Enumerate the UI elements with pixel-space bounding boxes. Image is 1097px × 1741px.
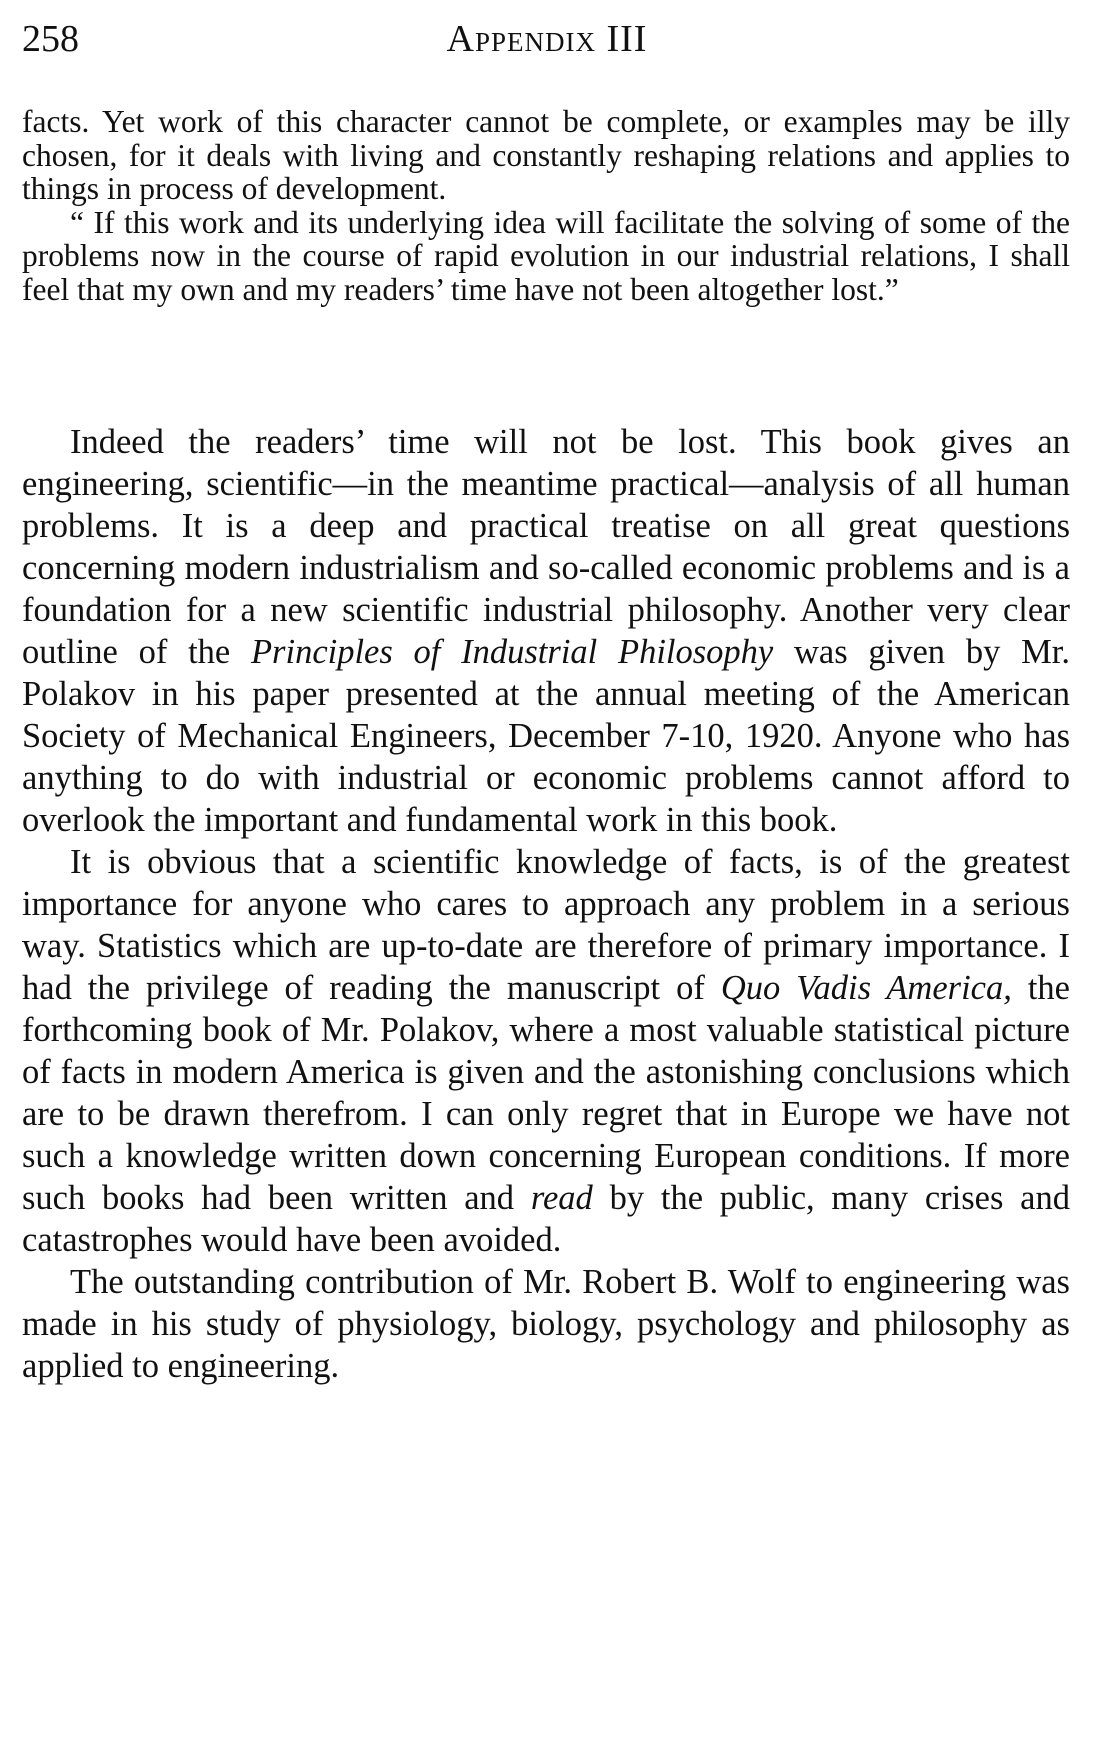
main-text [22,421,1070,1387]
quote-paragraph-1: facts. Yet work of this character cannot be complete, or examples may be illy chosen, for it deals with living and constantly reshaping relations and applies to things in process of development. [22,104,1070,206]
body-paragraph-1-text-b: was given by Mr. Polakov in his paper presented at the annual meeting of the American Society of Mechanical Engineers, December 7-10, 1920. Anyone who has anything to do with industrial or economic problems cannot afford to overlook the important and fundamental work in this book. [22,633,1070,839]
title-small-caps: ppendix [474,18,596,60]
quoted-passage [22,105,1070,306]
body-paragraph-1-text-a: Indeed the readers’ time will not be lost. This book gives an engineering, scientific—in the meantime practical—analysis of all human problems. It is a deep and practical treatise on all great questions concerning modern industrialism and so-called economic problems and is a foundation for a new scientific industrial philosophy. Another very clear outline of the [22,423,1070,671]
body-paragraph-2 [22,841,1070,1261]
body-paragraph-3: The outstanding contribution of Mr. Robert B. Wolf to engineering was made in his study of physiology, biology, psychology and philosophy as applied to engineering. [22,1263,1070,1385]
title-initial: A [446,18,475,60]
body-paragraph-2-text-a: It is obvious that a scientific knowledge of facts, is of the greatest importance for anyone who cares to approach any problem in a serious way. Statistics which are up-to-date are therefore of primary importance. I had the privilege of reading the manuscript of [22,843,1070,1007]
book-title-quo-vadis: Quo Vadis America, [720,969,1012,1007]
title-numeral: III [606,18,648,60]
running-head [22,14,1072,64]
page-number: 258 [22,18,79,60]
book-title-principles: Principles of Industrial Philosophy [250,633,774,671]
chapter-title [22,14,1072,64]
body-paragraph-2-text-b: the forthcoming book of Mr. Polakov, where a most valuable statistical picture of facts in modern America is given and the astonishing conclusions which are to be drawn therefrom. I can only regret that in Europe we have not such a knowledge written down concerning European conditions. If more such books had been written and [22,969,1070,1217]
body-paragraph-1 [22,421,1070,841]
emphasis-read: read [530,1179,593,1217]
body-paragraph-2-text-c: by the public, many crises and catastrophes would have been avoided. [22,1179,1070,1259]
quote-paragraph-2: “ If this work and its underlying idea will facilitate the solving of some of the problems now in the course of rapid evolution in our industrial relations, I shall feel that my own and my readers’ time have not been altogether lost.” [22,204,1070,307]
